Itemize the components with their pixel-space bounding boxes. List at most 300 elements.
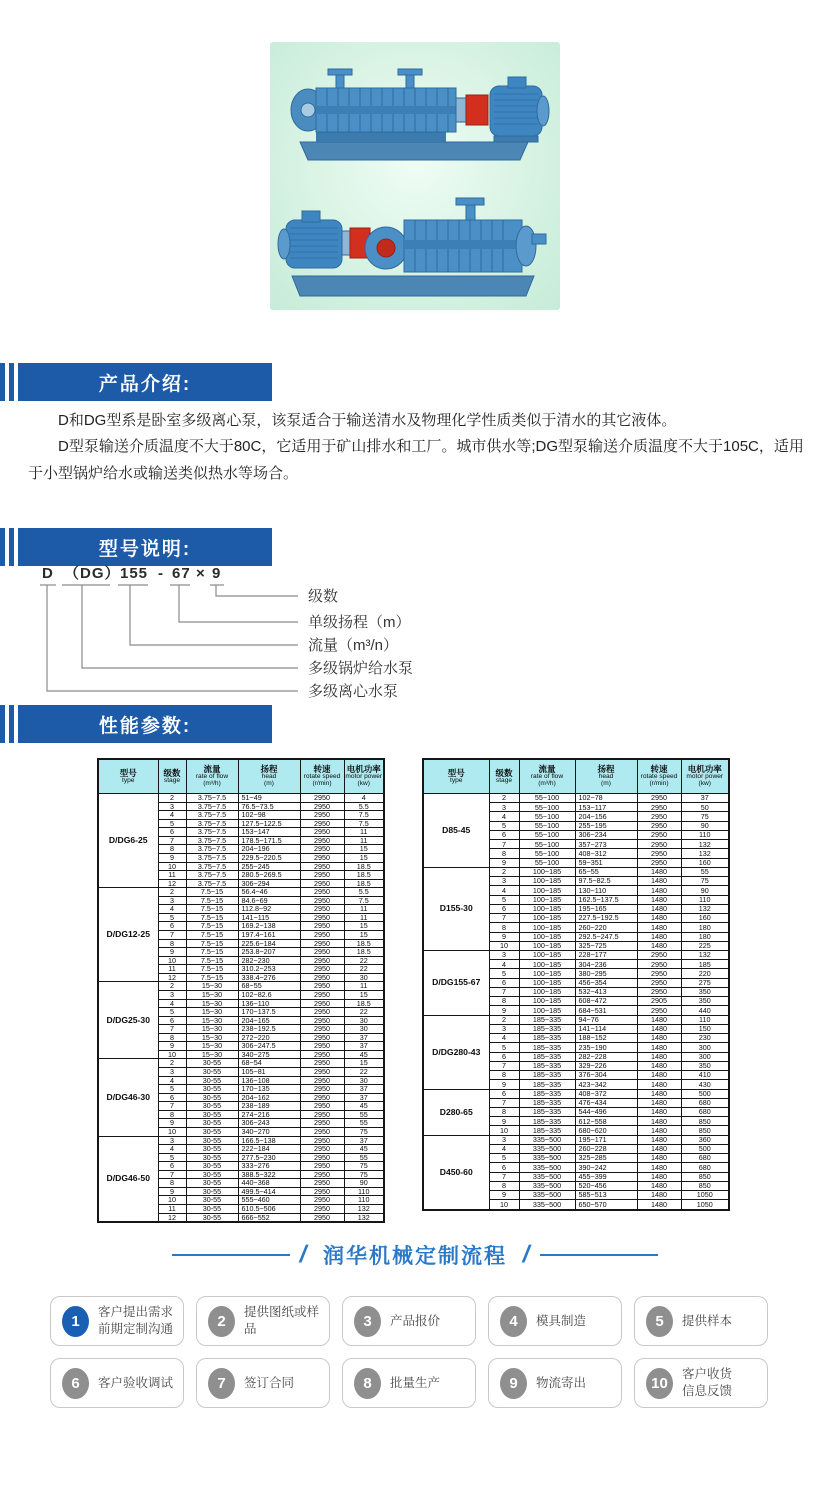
table-cell: 9 (489, 1006, 519, 1015)
intro-paragraph: D型泵输送介质温度不大于80C，它适用于矿山排水和工厂。城市供水等;DG型泵输送介质温度不大于105C，适用于小型锅炉给水或输送类似热水等场合。 (28, 438, 804, 482)
table-cell: 275 (681, 978, 729, 987)
table-cell: 388.5~322 (238, 1170, 300, 1179)
table-cell: 6 (489, 1052, 519, 1061)
table-cell: 255~245 (238, 862, 300, 871)
table-row (423, 1089, 729, 1098)
table-cell: 2950 (300, 1008, 344, 1017)
table-cell: 100~185 (519, 941, 575, 950)
table-cell: 282~228 (575, 1052, 637, 1061)
table-cell: 2950 (300, 1145, 344, 1154)
table-cell: 1480 (637, 941, 681, 950)
table-cell: 100~185 (519, 877, 575, 886)
table-cell: 500 (681, 1144, 729, 1153)
table-cell: 18.5 (344, 862, 384, 871)
table-cell: 132 (681, 849, 729, 858)
table-cell: 850 (681, 1126, 729, 1135)
table-cell: 12 (158, 1213, 186, 1222)
table-cell: 306~243 (238, 1119, 300, 1128)
table-cell: 3.75~7.5 (186, 802, 238, 811)
table-cell: 112.8~92 (238, 905, 300, 914)
table-cell: 357~273 (575, 840, 637, 849)
table-cell: 160 (681, 858, 729, 867)
table-cell: 7.5~15 (186, 896, 238, 905)
table-cell: 30 (344, 973, 384, 982)
table-cell: 2950 (300, 973, 344, 982)
table-cell: 3 (158, 1136, 186, 1145)
table-cell: 7 (158, 1102, 186, 1111)
table-cell: 84.6~69 (238, 896, 300, 905)
table-cell: 132 (344, 1213, 384, 1222)
table-cell: 75 (344, 1162, 384, 1171)
table-cell: 30 (344, 1076, 384, 1085)
table-cell: 2950 (300, 939, 344, 948)
table-cell: 8 (489, 1181, 519, 1190)
table-cell: 11 (344, 828, 384, 837)
table-cell: 3 (158, 990, 186, 999)
column-header: 转速 rotate speed (r/min) (637, 759, 681, 794)
table-cell: 3 (489, 950, 519, 959)
table-cell: 100~185 (519, 886, 575, 895)
table-cell: 6 (489, 904, 519, 913)
pump-illustration-top (270, 48, 560, 176)
table-cell: 306~247.5 (238, 1042, 300, 1051)
table-cell: 5 (489, 1043, 519, 1052)
table-cell: 150 (681, 1024, 729, 1033)
step-number-badge: 10 (646, 1368, 673, 1399)
table-cell: 185~335 (519, 1061, 575, 1070)
table-cell: 100~185 (519, 960, 575, 969)
table-cell: 335~500 (519, 1200, 575, 1210)
table-cell: 166.5~138 (238, 1136, 300, 1145)
table-cell: 7 (489, 1172, 519, 1181)
table-cell: 2 (158, 888, 186, 897)
table-cell: 75 (681, 877, 729, 886)
table-cell: 8 (158, 1033, 186, 1042)
table-cell: 94~76 (575, 1015, 637, 1024)
table-cell: 160 (681, 914, 729, 923)
table-cell: 2950 (300, 922, 344, 931)
table-cell: 390~242 (575, 1163, 637, 1172)
pump-illustration-bottom (270, 176, 560, 308)
table-cell: 30 (344, 1025, 384, 1034)
table-cell: 2950 (300, 862, 344, 871)
table-cell: 132 (344, 1205, 384, 1214)
table-cell: 1480 (637, 1200, 681, 1210)
table-row (423, 950, 729, 959)
table-cell: 30-55 (186, 1127, 238, 1136)
table-cell: 30-55 (186, 1119, 238, 1128)
table-row (423, 1135, 729, 1144)
table-cell: 1480 (637, 1163, 681, 1172)
table-cell: 8 (158, 1179, 186, 1188)
table-cell: 127.5~122.5 (238, 819, 300, 828)
table-cell: 110 (681, 830, 729, 839)
table-cell: 185~335 (519, 1107, 575, 1116)
table-cell: 220 (681, 969, 729, 978)
table-cell: 2950 (300, 1170, 344, 1179)
table-cell: 1480 (637, 1052, 681, 1061)
pump-type-cell: D/DG280-43 (423, 1015, 489, 1089)
table-cell: 3.75~7.5 (186, 836, 238, 845)
table-cell: 105~81 (238, 1068, 300, 1077)
table-cell: 6 (489, 1163, 519, 1172)
table-cell: 3.75~7.5 (186, 794, 238, 803)
table-cell: 476~434 (575, 1098, 637, 1107)
table-cell: 132 (681, 950, 729, 959)
section-bar (18, 705, 272, 743)
table-cell: 9 (489, 1080, 519, 1089)
table-cell: 110 (681, 895, 729, 904)
table-cell: 610.5~506 (238, 1205, 300, 1214)
table-cell: 300 (681, 1043, 729, 1052)
table-cell: 2950 (300, 1025, 344, 1034)
step-label: 客户收货 信息反馈 (682, 1367, 733, 1398)
table-cell: 185 (681, 960, 729, 969)
table-cell: 15~30 (186, 990, 238, 999)
table-cell: 9 (489, 1191, 519, 1200)
table-cell: 169.2~138 (238, 922, 300, 931)
table-cell: 2950 (637, 969, 681, 978)
table-cell: 304~236 (575, 960, 637, 969)
table-cell: 2950 (300, 965, 344, 974)
table-cell: 2950 (300, 802, 344, 811)
table-cell: 185~335 (519, 1126, 575, 1135)
table-cell: 22 (344, 1068, 384, 1077)
table-cell: 555~460 (238, 1196, 300, 1205)
column-header: 流量 rate of flow (m³/h) (186, 759, 238, 794)
table-cell: 55 (344, 1119, 384, 1128)
decor-stripe (0, 705, 5, 743)
table-cell: 255~195 (575, 821, 637, 830)
table-cell: 3.75~7.5 (186, 811, 238, 820)
table-cell: 1480 (637, 1107, 681, 1116)
table-cell: 15~30 (186, 1033, 238, 1042)
table-cell: 90 (344, 1179, 384, 1188)
table-cell: 30-55 (186, 1213, 238, 1222)
table-cell: 333~276 (238, 1162, 300, 1171)
table-cell: 55 (344, 1153, 384, 1162)
table-cell: 55~100 (519, 821, 575, 830)
model-code-label: 多级离心水泵 (308, 683, 399, 700)
table-cell: 185~335 (519, 1098, 575, 1107)
table-cell: 5 (158, 1085, 186, 1094)
section-title: 产品介绍: (98, 373, 192, 395)
table-cell: 30-55 (186, 1110, 238, 1119)
table-cell: 2950 (300, 819, 344, 828)
table-cell: 2950 (300, 1016, 344, 1025)
table-cell: 4 (158, 905, 186, 914)
table-cell: 55~100 (519, 849, 575, 858)
table-cell: 680 (681, 1163, 729, 1172)
table-cell: 6 (489, 830, 519, 839)
table-row (98, 888, 384, 897)
table-cell: 8 (158, 1110, 186, 1119)
table-cell: 56.4~46 (238, 888, 300, 897)
table-cell: 850 (681, 1181, 729, 1190)
table-cell: 100~185 (519, 923, 575, 932)
pump-type-cell: D85-45 (423, 794, 489, 868)
table-cell: 1050 (681, 1191, 729, 1200)
table-cell: 440~368 (238, 1179, 300, 1188)
table-cell: 1480 (637, 877, 681, 886)
table-cell: 2950 (300, 1205, 344, 1214)
process-step-9 (488, 1358, 622, 1408)
table-cell: 51~49 (238, 794, 300, 803)
table-cell: 180 (681, 932, 729, 941)
step-number-badge: 8 (354, 1368, 381, 1399)
table-cell: 6 (158, 1162, 186, 1171)
decor-slash: / (520, 1241, 533, 1268)
table-cell: 2950 (300, 845, 344, 854)
table-cell: 306~294 (238, 879, 300, 888)
process-title-row (0, 1240, 830, 1270)
table-cell: 1480 (637, 1191, 681, 1200)
column-header: 扬程 head (m) (575, 759, 637, 794)
table-cell: 3 (489, 803, 519, 812)
pump-type-cell: D/DG46-50 (98, 1136, 158, 1222)
table-cell: 141~115 (238, 913, 300, 922)
table-cell: 7.5~15 (186, 931, 238, 940)
table-cell: 1480 (637, 923, 681, 932)
table-cell: 2950 (300, 888, 344, 897)
table-cell: 7.5~15 (186, 939, 238, 948)
table-cell: 7 (489, 914, 519, 923)
table-cell: 100~185 (519, 978, 575, 987)
table-cell: 238~192.5 (238, 1025, 300, 1034)
model-code-token: × (196, 565, 206, 582)
section-title: 型号说明: (98, 538, 192, 560)
table-cell: 500 (681, 1089, 729, 1098)
table-cell: 170~137.5 (238, 1008, 300, 1017)
table-cell: 9 (158, 1042, 186, 1051)
intro-paragraph: D和DG型系是卧室多级离心泵，该泵适合于输送清水及物理化学性质类似于清水的其它液体。 (58, 412, 677, 429)
table-cell: 18.5 (344, 871, 384, 880)
table-row (98, 982, 384, 991)
step-label: 客户验收调试 (98, 1375, 174, 1390)
process-step-4 (488, 1296, 622, 1346)
table-cell: 75 (344, 1127, 384, 1136)
table-cell: 30-55 (186, 1102, 238, 1111)
table-cell: 10 (158, 862, 186, 871)
table-cell: 7 (158, 931, 186, 940)
table-cell: 30-55 (186, 1068, 238, 1077)
table-cell: 100~185 (519, 969, 575, 978)
process-title: 润华机械定制流程 (323, 1245, 507, 1268)
table-cell: 1480 (637, 1117, 681, 1126)
process-step-2 (196, 1296, 330, 1346)
table-cell: 2950 (300, 1196, 344, 1205)
table-cell: 340~275 (238, 1050, 300, 1059)
table-cell: 153~147 (238, 828, 300, 837)
pump-type-cell: D/DG155-67 (423, 950, 489, 1015)
table-cell: 2 (489, 1015, 519, 1024)
table-cell: 3 (489, 1135, 519, 1144)
table-cell: 274~216 (238, 1110, 300, 1119)
table-cell: 292.5~247.5 (575, 932, 637, 941)
step-label: 批量生产 (390, 1375, 441, 1390)
table-cell: 2950 (300, 879, 344, 888)
pump-type-cell: D280-65 (423, 1089, 489, 1135)
table-cell: 100~185 (519, 932, 575, 941)
table-cell: 7 (489, 1061, 519, 1070)
table-row (423, 867, 729, 876)
table-cell: 30-55 (186, 1205, 238, 1214)
table-cell: 7.5~15 (186, 922, 238, 931)
table-cell: 102~82.6 (238, 990, 300, 999)
table-cell: 22 (344, 1008, 384, 1017)
table-cell: 306~234 (575, 830, 637, 839)
step-label: 物流寄出 (536, 1375, 587, 1390)
table-cell: 30 (344, 1016, 384, 1025)
table-cell: 1480 (637, 1071, 681, 1080)
table-cell: 3.75~7.5 (186, 819, 238, 828)
table-cell: 222~184 (238, 1145, 300, 1154)
table-cell: 195~171 (575, 1135, 637, 1144)
table-cell: 37 (344, 1085, 384, 1094)
table-cell: 850 (681, 1117, 729, 1126)
column-header: 级数 stage (489, 759, 519, 794)
table-cell: 55~100 (519, 858, 575, 867)
table-cell: 7.5~15 (186, 948, 238, 957)
table-cell: 2950 (300, 1162, 344, 1171)
table-cell: 185~335 (519, 1117, 575, 1126)
table-cell: 6 (158, 1016, 186, 1025)
column-header: 型号 type (423, 759, 489, 794)
table-cell: 55 (681, 867, 729, 876)
process-step-1 (50, 1296, 184, 1346)
column-header: 流量 rate of flow (m³/h) (519, 759, 575, 794)
section-bar (18, 363, 272, 401)
table-cell: 456~354 (575, 978, 637, 987)
column-header: 转速 rotate speed (r/min) (300, 759, 344, 794)
table-cell: 7 (158, 1025, 186, 1034)
process-step-8 (342, 1358, 476, 1408)
table-cell: 18.5 (344, 879, 384, 888)
table-cell: 7 (489, 840, 519, 849)
table-cell: 2950 (637, 794, 681, 803)
table-cell: 15~30 (186, 1025, 238, 1034)
table-cell: 1480 (637, 1135, 681, 1144)
table-cell: 1480 (637, 1144, 681, 1153)
table-cell: 100~185 (519, 1006, 575, 1015)
table-cell: 335~500 (519, 1154, 575, 1163)
model-code-token: 9 (212, 565, 222, 582)
table-cell: 76.5~73.5 (238, 802, 300, 811)
table-cell: 30-55 (186, 1196, 238, 1205)
table-cell: 2950 (637, 830, 681, 839)
table-cell: 5.5 (344, 888, 384, 897)
table-cell: 2950 (637, 960, 681, 969)
table-cell: 185~335 (519, 1043, 575, 1052)
table-cell: 30-55 (186, 1085, 238, 1094)
step-number-badge: 2 (208, 1306, 235, 1337)
table-cell: 8 (489, 849, 519, 858)
table-cell: 75 (344, 1170, 384, 1179)
table-cell: 15~30 (186, 1008, 238, 1017)
table-cell: 2950 (637, 849, 681, 858)
table-cell: 75 (681, 812, 729, 821)
table-cell: 2 (158, 794, 186, 803)
performance-tables (0, 758, 830, 1222)
table-cell: 204~162 (238, 1093, 300, 1102)
table-cell: 110 (344, 1196, 384, 1205)
table-cell: 2950 (300, 1050, 344, 1059)
table-cell: 680 (681, 1098, 729, 1107)
table-cell: 376~304 (575, 1071, 637, 1080)
table-cell: 7.5 (344, 819, 384, 828)
table-cell: 608~472 (575, 997, 637, 1006)
table-cell: 4 (489, 886, 519, 895)
table-cell: 170~135 (238, 1085, 300, 1094)
table-cell: 37 (344, 1033, 384, 1042)
table-cell: 100~185 (519, 987, 575, 996)
decor-slash: / (297, 1241, 310, 1268)
table-cell: 2950 (637, 978, 681, 987)
table-cell: 185~335 (519, 1071, 575, 1080)
step-number-badge: 3 (354, 1306, 381, 1337)
table-cell: 2950 (637, 858, 681, 867)
table-cell: 18.5 (344, 939, 384, 948)
table-cell: 11 (344, 982, 384, 991)
table-cell: 185~335 (519, 1034, 575, 1043)
table-cell: 2950 (637, 840, 681, 849)
decor-line (540, 1254, 658, 1256)
table-cell: 680 (681, 1107, 729, 1116)
table-cell: 4 (158, 1076, 186, 1085)
table-cell: 1480 (637, 1043, 681, 1052)
table-cell: 5 (489, 1154, 519, 1163)
table-cell: 5 (158, 1153, 186, 1162)
table-cell: 3.75~7.5 (186, 828, 238, 837)
table-row (98, 1136, 384, 1145)
table-cell: 2950 (300, 1179, 344, 1188)
table-cell: 335~500 (519, 1181, 575, 1190)
table-cell: 37 (344, 1093, 384, 1102)
process-steps (50, 1296, 785, 1408)
table-cell: 666~552 (238, 1213, 300, 1222)
step-number-badge: 7 (208, 1368, 235, 1399)
table-cell: 15 (344, 990, 384, 999)
table-cell: 8 (489, 923, 519, 932)
table-cell: 6 (158, 1093, 186, 1102)
table-cell: 100~185 (519, 950, 575, 959)
table-cell: 4 (158, 1145, 186, 1154)
table-cell: 227.5~192.5 (575, 914, 637, 923)
table-cell: 2950 (637, 950, 681, 959)
table-cell: 260~220 (575, 923, 637, 932)
table-cell: 335~500 (519, 1163, 575, 1172)
table-cell: 130~110 (575, 886, 637, 895)
table-cell: 3 (489, 877, 519, 886)
table-cell: 132 (681, 904, 729, 913)
table-cell: 30-55 (186, 1162, 238, 1171)
table-cell: 30-55 (186, 1093, 238, 1102)
table-cell: 1480 (637, 1089, 681, 1098)
column-header: 扬程 head (m) (238, 759, 300, 794)
table-cell: 5 (158, 1008, 186, 1017)
table-cell: 59~351 (575, 858, 637, 867)
table-cell: 1480 (637, 1154, 681, 1163)
table-cell: 3 (158, 802, 186, 811)
table-cell: 2 (489, 794, 519, 803)
process-step-3 (342, 1296, 476, 1346)
table-cell: 408~312 (575, 849, 637, 858)
table-cell: 30-55 (186, 1059, 238, 1068)
table-cell: 1480 (637, 886, 681, 895)
table-cell: 4 (489, 1144, 519, 1153)
table-cell: 2950 (300, 828, 344, 837)
table-cell: 1480 (637, 1061, 681, 1070)
